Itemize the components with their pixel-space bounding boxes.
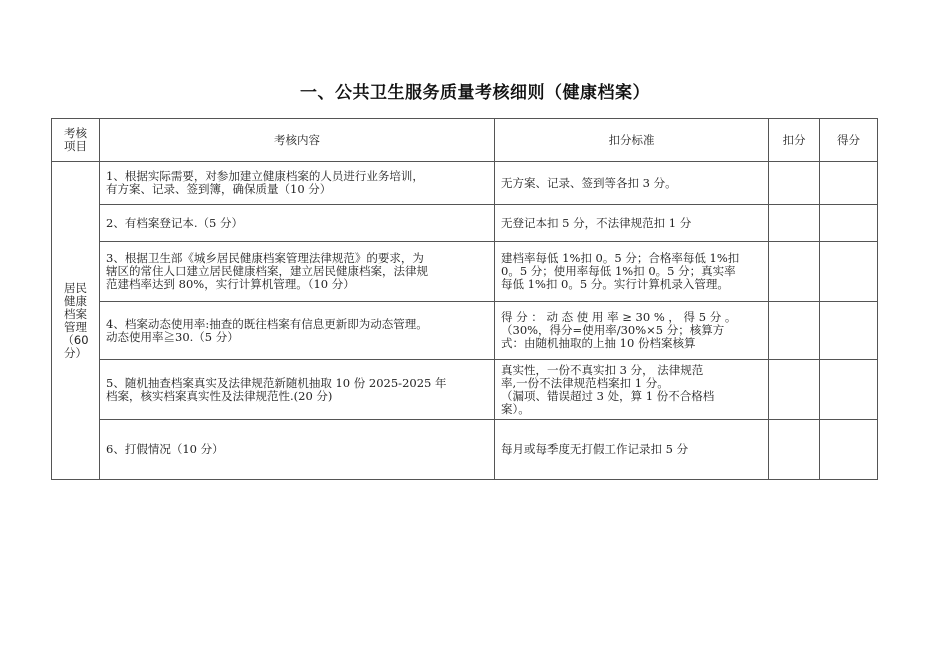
content-line: 5、随机抽查档案真实及法律规范新随机抽取 10 份 2025-2025 年 (106, 375, 447, 390)
standard-cell (495, 205, 769, 242)
header-project-line-1: 考核 (64, 126, 87, 140)
standard-line: 每低 1%扣 0。5 分。实行计算机录入管理。 (501, 277, 729, 291)
score-cell[interactable] (820, 360, 878, 420)
standard-cell (495, 162, 769, 205)
content-line: 动态使用率≧30.（5 分） (106, 329, 239, 344)
deduct-cell[interactable] (769, 360, 820, 420)
standard-line: （漏项、错误超过 3 处，算 1 份不合格档 (501, 388, 715, 403)
score-cell[interactable] (820, 302, 878, 360)
category-line: 健康 (64, 293, 87, 308)
content-line: 1、根据实际需要，对参加建立健康档案的人员进行业务培训， (106, 169, 424, 183)
category-line: 居民 (64, 280, 87, 295)
table-row (52, 302, 878, 360)
deduct-cell[interactable] (769, 302, 820, 360)
category-line: 管理 (64, 319, 87, 334)
score-cell[interactable] (820, 162, 878, 205)
content-cell (100, 242, 495, 302)
table-row (52, 162, 878, 205)
assessment-table (51, 118, 878, 480)
header-deduct: 扣分 (769, 119, 820, 162)
standard-line: 式：由随机抽取的上抽 10 份档案核算 (501, 336, 696, 350)
table-header-row (52, 119, 878, 162)
table-row (52, 420, 878, 480)
score-cell[interactable] (820, 420, 878, 480)
content-line: 档案，核实档案真实性及法律规范性.(20 分) (106, 388, 333, 403)
content-line: 4、档案动态使用率:抽查的既往档案有信息更新即为动态管理。 (106, 316, 428, 331)
table-row (52, 205, 878, 242)
category-line: （60 (62, 332, 89, 347)
content-cell (100, 360, 495, 420)
header-content: 考核内容 (100, 119, 495, 162)
content-cell (100, 302, 495, 360)
standard-line: （30%，得分=使用率/30%×5 分；核算方 (501, 323, 725, 337)
standard-cell (495, 302, 769, 360)
standard-line: 案）。 (501, 401, 530, 416)
standard-line: 率,一份不法律规范档案扣 1 分。 (501, 375, 669, 390)
table-row (52, 360, 878, 420)
content-line: 6、打假情况（10 分） (106, 442, 224, 456)
standard-line: 得 分 ： 动 态 使 用 率 ≥ 30 % ， 得 5 分 。 (501, 310, 737, 324)
standard-line: 建档率每低 1%扣 0。5 分；合格率每低 1%扣 (501, 251, 740, 265)
content-line: 有方案、记录、签到簿，确保质量（10 分） (106, 182, 332, 196)
content-line: 3、根据卫生部《城乡居民健康档案管理法律规范》的要求，为 (106, 251, 424, 265)
category-line: 分） (64, 345, 87, 360)
standard-cell (495, 360, 769, 420)
content-line: 2、有档案登记本.（5 分） (106, 215, 243, 230)
table-row (52, 242, 878, 302)
score-cell[interactable] (820, 205, 878, 242)
deduct-cell[interactable] (769, 205, 820, 242)
content-cell (100, 162, 495, 205)
standard-line: 0。5 分；使用率每低 1%扣 0。5 分；真实率 (501, 264, 736, 278)
standard-cell (495, 242, 769, 302)
category-cell (52, 162, 100, 480)
standard-line: 每月或每季度无打假工作记录扣 5 分 (501, 442, 689, 456)
header-project (52, 119, 100, 162)
standard-cell (495, 420, 769, 480)
header-project-line-2: 项目 (64, 139, 87, 153)
content-cell (100, 420, 495, 480)
content-line: 范建档率达到 80%，实行计算机管理。（10 分） (106, 277, 355, 291)
standard-line: 无方案、记录、签到等各扣 3 分。 (501, 175, 677, 190)
deduct-cell[interactable] (769, 420, 820, 480)
deduct-cell[interactable] (769, 162, 820, 205)
score-cell[interactable] (820, 242, 878, 302)
content-line: 辖区的常住人口建立居民健康档案，建立居民健康档案，法律规 (106, 264, 428, 278)
header-standard: 扣分标准 (495, 119, 769, 162)
standard-line: 真实性，一份不真实扣 3 分， 法律规范 (501, 362, 704, 377)
deduct-cell[interactable] (769, 242, 820, 302)
document-title: 一、公共卫生服务质量考核细则（健康档案） (300, 83, 650, 103)
standard-line: 无登记本扣 5 分，不法律规范扣 1 分 (501, 215, 692, 230)
header-score: 得分 (820, 119, 878, 162)
content-cell (100, 205, 495, 242)
category-line: 档案 (64, 306, 87, 321)
